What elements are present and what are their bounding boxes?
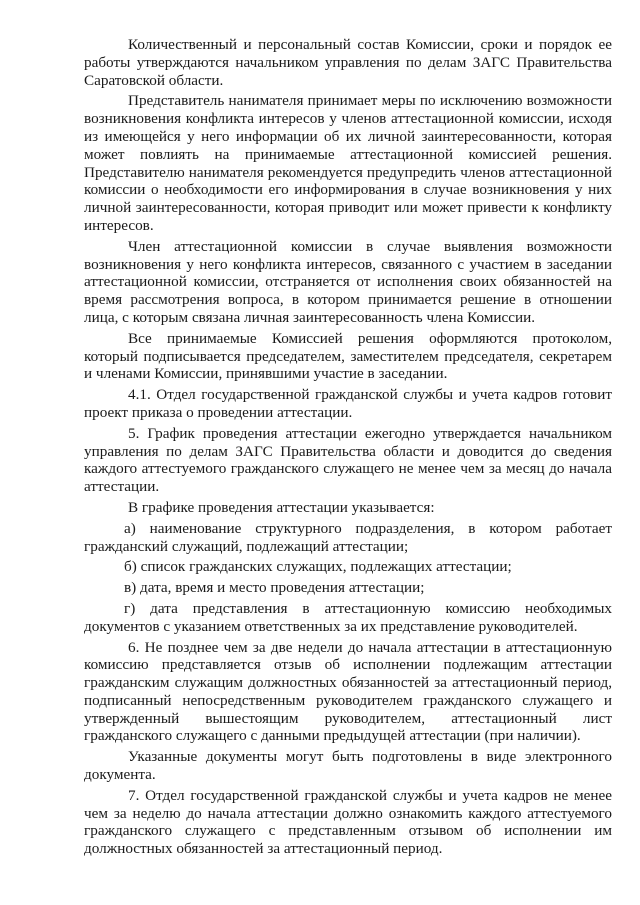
list-item-b: б) список гражданских служащих, подлежащих аттестации;	[124, 558, 512, 576]
list-item-v: в) дата, время и место проведения аттестации;	[124, 579, 425, 597]
document-page	[84, 36, 612, 861]
list-item-g: г) дата представления в аттестационную комиссию необходимых документов с указанием ответственных за их представление руководителей.	[84, 599, 612, 635]
paragraph-item-4-1: 4.1. Отдел государственной гражданской службы и учета кадров готовит проект приказа о проведении аттестации.	[84, 386, 612, 421]
paragraph-decisions-protocol: Все принимаемые Комиссией решения оформляются протоколом, который подписывается председателем, заместителем председателя, секретарем и членами Комиссии, принявшими участие в заседании.	[84, 329, 612, 383]
paragraph-electronic-documents: Указанные документы могут быть подготовлены в виде электронного документа.	[84, 748, 612, 784]
paragraph-commission-composition: Количественный и персональный состав Комиссии, сроки и порядок ее работы утверждаются начальником управления по делам ЗАГС Правительства Саратовской области.	[84, 36, 612, 89]
paragraph-item-7: 7. Отдел государственной гражданской службы и учета кадров не менее чем за неделю до начала аттестации должно ознакомить каждого аттестуемого гражданского служащего с представленным отзывом об исполнении им должностных обязанностей за аттестационный период.	[84, 786, 612, 858]
paragraph-item-6: 6. Не позднее чем за две недели до начала аттестации в аттестационную комиссию представляется отзыв об исполнении подлежащим аттестации гражданским служащим должностных обязанностей за аттестационный период, подписанный непосредственным руководителем гражданского служащего и утвержденный вышестоящим руководителем, аттестационный лист гражданского служащего с данными предыдущей аттестации (при наличии).	[84, 638, 612, 745]
list-item-a: а) наименование структурного подразделения, в котором работает гражданский служащий, подлежащий аттестации;	[84, 519, 612, 555]
paragraph-schedule-intro: В графике проведения аттестации указывается:	[128, 498, 435, 516]
paragraph-member-recusal: Член аттестационной комиссии в случае выявления возможности возникновения у него конфликта интересов, связанного с участием в заседании аттестационной комиссии, отстраняется от исполнения своих обязанностей на время рассмотрения вопроса, в котором принимается решение в отношении лица, с которым связана личная заинтересованность члена Комиссии.	[84, 237, 612, 326]
paragraph-item-5: 5. График проведения аттестации ежегодно утверждается начальником управления по делам ЗАГС Правительства области и доводится до сведения каждого аттестуемого гражданского служащего не менее чем за месяц до начала аттестации.	[84, 424, 612, 496]
paragraph-conflict-prevention: Представитель нанимателя принимает меры по исключению возможности возникновения конфликта интересов у членов аттестационной комиссии, исходя из имеющейся у него информации об их личной заинтересованности, которая может повлиять на принимаемые аттестационной комиссией решения. Представителю нанимателя рекомендуется предупредить членов аттестационной комиссии о необходимости его информирования в случае возникновения у них личной заинтересованности, которая приводит или может привести к конфликту интересов.	[84, 92, 612, 234]
